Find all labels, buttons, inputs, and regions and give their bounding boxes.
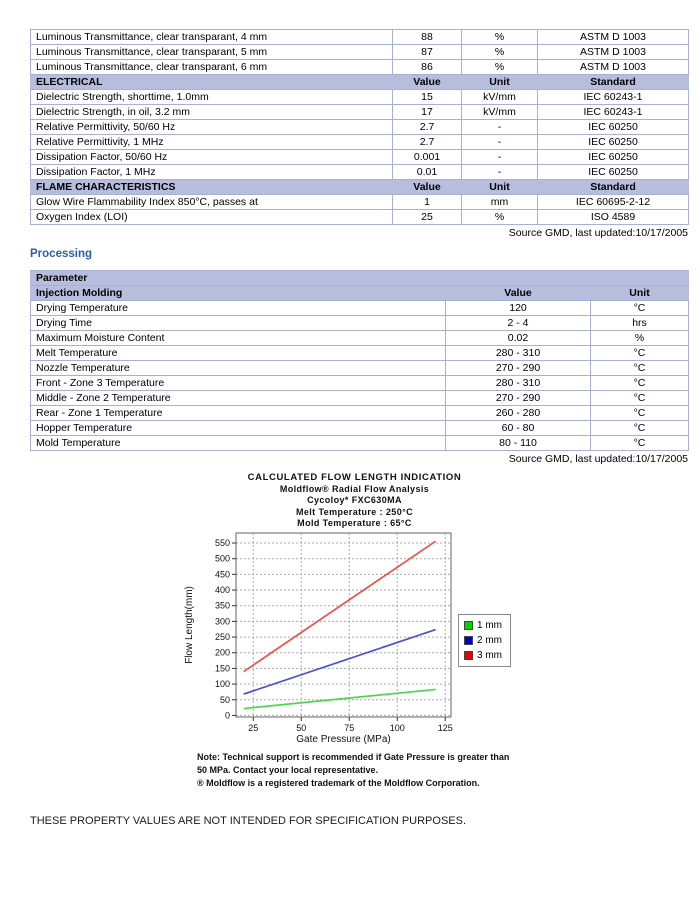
legend-label: 1 mm — [477, 619, 502, 631]
x-tick-label: 25 — [248, 722, 259, 733]
x-tick-label: 100 — [389, 722, 405, 733]
legend-swatch-icon — [464, 621, 473, 630]
table-row — [31, 346, 689, 361]
parameter-value-cell: °C — [591, 436, 689, 451]
property-name-cell: Dissipation Factor, 50/60 Hz — [31, 150, 393, 165]
property-value-cell: ASTM D 1003 — [538, 45, 689, 60]
x-tick-label: 75 — [344, 722, 355, 733]
parameter-name-cell: Rear - Zone 1 Temperature — [31, 406, 446, 421]
table-row — [31, 60, 689, 75]
x-tick-label: 125 — [437, 722, 453, 733]
chart-legend — [458, 614, 511, 667]
parameter-name-cell: Middle - Zone 2 Temperature — [31, 391, 446, 406]
flow-length-chart-block — [30, 472, 679, 790]
property-value-cell: IEC 60695-2-12 — [538, 195, 689, 210]
property-value-cell: kV/mm — [462, 90, 538, 105]
table-row — [31, 331, 689, 346]
property-value-cell: % — [462, 30, 538, 45]
parameter-value-cell: °C — [591, 346, 689, 361]
section-header-row — [31, 75, 689, 90]
table-row — [31, 391, 689, 406]
property-name-cell: ELECTRICAL — [31, 75, 393, 90]
chart-subtitle: Melt Temperature : 250°C — [295, 506, 414, 517]
source-note: Source GMD, last updated:10/17/2005 — [508, 227, 688, 239]
property-name-cell: Oxygen Index (LOI) — [31, 210, 393, 225]
table-row — [31, 421, 689, 436]
table-row — [31, 376, 689, 391]
parameter-name-cell: Hopper Temperature — [31, 421, 446, 436]
y-tick-label: 200 — [214, 647, 230, 658]
legend-item — [464, 648, 502, 663]
table-row — [31, 406, 689, 421]
parameter-name-cell: Drying Time — [31, 316, 446, 331]
property-value-cell: 25 — [393, 210, 462, 225]
property-value-cell: Unit — [462, 75, 538, 90]
y-tick-label: 50 — [219, 694, 230, 705]
table-row — [31, 120, 689, 135]
parameter-value-cell: °C — [591, 391, 689, 406]
legend-swatch-icon — [464, 636, 473, 645]
property-value-cell: Standard — [538, 180, 689, 195]
y-tick-label: 0 — [224, 709, 230, 720]
table-row — [31, 30, 689, 45]
property-name-cell: FLAME CHARACTERISTICS — [31, 180, 393, 195]
x-tick-label: 50 — [296, 722, 307, 733]
footer-disclaimer: THESE PROPERTY VALUES ARE NOT INTENDED FOR SPECIFICATION PURPOSES. — [30, 814, 467, 827]
property-value-cell: 2.7 — [393, 135, 462, 150]
y-tick-label: 100 — [214, 678, 230, 689]
parameter-name-cell: Melt Temperature — [31, 346, 446, 361]
property-value-cell: kV/mm — [462, 105, 538, 120]
property-value-cell: 86 — [393, 60, 462, 75]
parameter-name-cell: Front - Zone 3 Temperature — [31, 376, 446, 391]
property-value-cell: Value — [393, 75, 462, 90]
property-value-cell: ISO 4589 — [538, 210, 689, 225]
property-value-cell: IEC 60250 — [538, 150, 689, 165]
column-header-cell: Value — [446, 286, 591, 301]
legend-item — [464, 618, 502, 633]
legend-swatch-icon — [464, 651, 473, 660]
table-row — [31, 210, 689, 225]
property-value-cell: % — [462, 210, 538, 225]
parameter-name-cell: Mold Temperature — [31, 436, 446, 451]
property-value-cell: IEC 60250 — [538, 135, 689, 150]
property-value-cell: ASTM D 1003 — [538, 30, 689, 45]
y-tick-label: 350 — [214, 600, 230, 611]
table-row — [31, 316, 689, 331]
chart-note-text: Note: Technical support is recommended if Gate Pressure is greater than 50 MPa. Contact your local representative. — [197, 751, 510, 775]
table-row — [31, 45, 689, 60]
parameter-value-cell: 270 - 290 — [446, 391, 591, 406]
chart-subtitle: Moldflow® Radial Flow Analysis — [279, 483, 430, 494]
y-tick-label: 450 — [214, 568, 230, 579]
property-value-cell: 87 — [393, 45, 462, 60]
properties-table — [30, 29, 689, 225]
parameter-name-cell: Nozzle Temperature — [31, 361, 446, 376]
parameter-name-cell: Maximum Moisture Content — [31, 331, 446, 346]
property-name-cell: Relative Permittivity, 1 MHz — [31, 135, 393, 150]
property-name-cell: Dissipation Factor, 1 MHz — [31, 165, 393, 180]
section-header-row — [31, 180, 689, 195]
parameter-value-cell: °C — [591, 361, 689, 376]
property-value-cell: IEC 60250 — [538, 120, 689, 135]
table-row — [31, 90, 689, 105]
chart-row — [180, 530, 560, 744]
column-header-cell: Unit — [591, 286, 689, 301]
chart-title: CALCULATED FLOW LENGTH INDICATION — [247, 472, 462, 483]
property-name-cell: Luminous Transmittance, clear transparant, 4 mm — [31, 30, 393, 45]
parameter-value-cell: 2 - 4 — [446, 316, 591, 331]
property-value-cell: % — [462, 60, 538, 75]
group-header-cell: Parameter — [31, 271, 689, 286]
property-value-cell: 1 — [393, 195, 462, 210]
property-name-cell: Relative Permittivity, 50/60 Hz — [31, 120, 393, 135]
parameter-value-cell: % — [591, 331, 689, 346]
property-value-cell: - — [462, 165, 538, 180]
table-row — [31, 105, 689, 120]
property-value-cell: - — [462, 135, 538, 150]
column-header-row — [31, 286, 689, 301]
processing-table — [30, 270, 689, 451]
table-row — [31, 195, 689, 210]
chart-title-block — [30, 472, 679, 530]
parameter-value-cell: 0.02 — [446, 331, 591, 346]
source-note-2: Source GMD, last updated:10/17/2005 — [508, 453, 688, 465]
property-value-cell: 2.7 — [393, 120, 462, 135]
property-value-cell: ASTM D 1003 — [538, 60, 689, 75]
property-value-cell: 17 — [393, 105, 462, 120]
table-row — [31, 135, 689, 150]
property-value-cell: IEC 60243-1 — [538, 90, 689, 105]
parameter-value-cell: °C — [591, 406, 689, 421]
parameter-value-cell: °C — [591, 376, 689, 391]
parameter-value-cell: 120 — [446, 301, 591, 316]
table-row — [31, 150, 689, 165]
y-tick-label: 550 — [214, 537, 230, 548]
property-value-cell: 88 — [393, 30, 462, 45]
property-value-cell: 0.01 — [393, 165, 462, 180]
property-value-cell: - — [462, 150, 538, 165]
chart-subtitle: Cycoloy* FXC630MA — [307, 495, 402, 505]
parameter-value-cell: 270 - 290 — [446, 361, 591, 376]
y-tick-label: 300 — [214, 615, 230, 626]
property-value-cell: Value — [393, 180, 462, 195]
property-name-cell: Dielectric Strength, in oil, 3.2 mm — [31, 105, 393, 120]
parameter-value-cell: 280 - 310 — [446, 346, 591, 361]
property-value-cell: mm — [462, 195, 538, 210]
legend-item — [464, 633, 502, 648]
table-row — [31, 165, 689, 180]
property-value-cell: Unit — [462, 180, 538, 195]
table-row — [31, 436, 689, 451]
legend-label: 3 mm — [477, 649, 502, 661]
table-row — [31, 301, 689, 316]
property-name-cell: Dielectric Strength, shorttime, 1.0mm — [31, 90, 393, 105]
property-value-cell: Standard — [538, 75, 689, 90]
property-value-cell: IEC 60243-1 — [538, 105, 689, 120]
parameter-value-cell: °C — [591, 301, 689, 316]
chart-subtitle: Mold Temperature : 65°C — [297, 518, 412, 528]
parameter-value-cell: 80 - 110 — [446, 436, 591, 451]
parameter-value-cell: °C — [591, 421, 689, 436]
parameter-value-cell: 260 - 280 — [446, 406, 591, 421]
parameter-name-cell: Drying Temperature — [31, 301, 446, 316]
group-header-row — [31, 271, 689, 286]
property-value-cell: - — [462, 120, 538, 135]
y-tick-label: 250 — [214, 631, 230, 642]
plot-background — [236, 533, 451, 717]
property-name-cell: Luminous Transmittance, clear transparant, 6 mm — [31, 60, 393, 75]
property-value-cell: 15 — [393, 90, 462, 105]
property-name-cell: Luminous Transmittance, clear transparant, 5 mm — [31, 45, 393, 60]
y-tick-label: 150 — [214, 662, 230, 673]
legend-label: 2 mm — [477, 634, 502, 646]
x-axis-label: Gate Pressure (MPa) — [296, 733, 391, 744]
parameter-value-cell: 60 - 80 — [446, 421, 591, 436]
property-value-cell: 0.001 — [393, 150, 462, 165]
processing-heading: Processing — [30, 248, 92, 260]
table-row — [31, 361, 689, 376]
column-header-cell: Injection Molding — [31, 286, 446, 301]
property-value-cell: % — [462, 45, 538, 60]
property-value-cell: IEC 60250 — [538, 165, 689, 180]
y-tick-label: 400 — [214, 584, 230, 595]
flow-length-plot — [180, 530, 460, 744]
chart-note-text: ® Moldflow is a registered trademark of the Moldflow Corporation. — [197, 777, 480, 788]
property-name-cell: Glow Wire Flammability Index 850°C, passes at — [31, 195, 393, 210]
chart-note — [197, 751, 519, 790]
y-tick-label: 500 — [214, 553, 230, 564]
parameter-value-cell: 280 - 310 — [446, 376, 591, 391]
parameter-value-cell: hrs — [591, 316, 689, 331]
y-axis-label: Flow Length(mm) — [184, 585, 195, 664]
